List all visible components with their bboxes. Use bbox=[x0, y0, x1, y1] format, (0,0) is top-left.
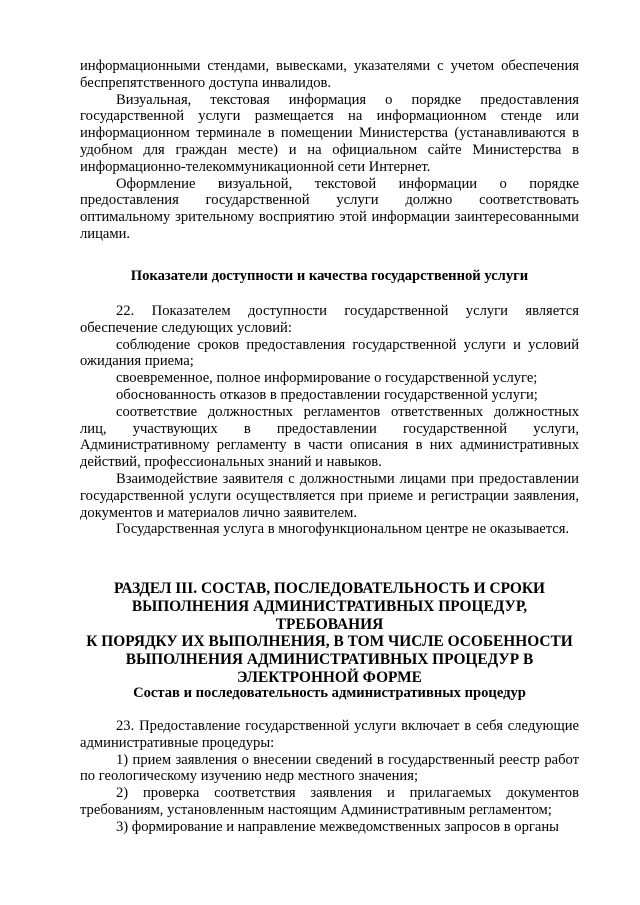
list-item: соответствие должностных регламентов ответственных должностных лиц, участвующих в предоставлении государственной услуги, Административному регламенту в части описания в них административных действий, профессиональных знаний и навыков. bbox=[80, 403, 579, 471]
section-3-title bbox=[80, 580, 579, 687]
paragraph-interaction: Взаимодействие заявителя с должностными лицами при предоставлении государственной услуги осуществляется при приеме и регистрации заявления, документов и материалов лично заявителем. bbox=[80, 470, 579, 521]
list-item: 3) формирование и направление межведомственных запросов в органы bbox=[116, 818, 559, 835]
section-heading-indicators: Показатели доступности и качества государственной услуги bbox=[130, 268, 529, 284]
list-item: соблюдение сроков предоставления государственной услуги и условий ожидания приема; bbox=[80, 336, 579, 370]
section-title-line: ВЫПОЛНЕНИЯ АДМИНИСТРАТИВНЫХ ПРОЦЕДУР, ТРЕБОВАНИЯ bbox=[131, 597, 528, 633]
section-title-line: ВЫПОЛНЕНИЯ АДМИНИСТРАТИВНЫХ ПРОЦЕДУР В bbox=[125, 651, 534, 669]
subsection-procedures bbox=[80, 685, 579, 702]
subsection-heading: Состав и последовательность административных процедур bbox=[133, 685, 526, 701]
list-item: обоснованность отказов в предоставлении государственной услуги; bbox=[116, 386, 538, 403]
list-item: своевременное, полное информирование о государственной услуге; bbox=[116, 370, 538, 387]
paragraph-visual-info: Визуальная, текстовая информация о порядке предоставления государственной услуги размещается на информационном стенде или информационном терминале в помещении Министерства (устанавливаются в удобном для граждан месте) и на официальном сайте Министерства в информационно-телекоммуникационной сети Интернет. bbox=[80, 91, 579, 175]
list-item: 2) проверка соответствия заявления и прилагаемых документов требованиям, установленным настоящим Административным регламентом; bbox=[80, 785, 579, 818]
paragraph-info-design: Оформление визуальной, текстовой информации о порядке предоставления государственной услуги должно соответствовать оптимальному зрительному восприятию этой информации заинтересованными лицами. bbox=[80, 175, 579, 242]
body-block-1 bbox=[80, 58, 579, 243]
list-item: 1) прием заявления о внесении сведений в государственный реестр работ по геологическому изучению недр местного значения; bbox=[80, 751, 579, 785]
body-block-2 bbox=[80, 303, 579, 538]
paragraph-continuation: информационными стендами, вывесками, указателями с учетом обеспечения беспрепятственного доступа инвалидов. bbox=[80, 58, 579, 91]
paragraph-22: 22. Показателем доступности государственной услуги является обеспечение следующих условий: bbox=[80, 303, 579, 336]
body-block-3 bbox=[80, 718, 579, 836]
section-title-line: ЭЛЕКТРОННОЙ ФОРМЕ bbox=[237, 668, 422, 686]
paragraph-mfc: Государственная услуга в многофункциональном центре не оказывается. bbox=[116, 521, 570, 538]
section-indicators bbox=[80, 268, 579, 285]
section-title bbox=[80, 580, 579, 687]
section-title-line: К ПОРЯДКУ ИХ ВЫПОЛНЕНИЯ, В ТОМ ЧИСЛЕ ОСОБЕННОСТИ bbox=[86, 633, 573, 651]
section-title-line: РАЗДЕЛ III. СОСТАВ, ПОСЛЕДОВАТЕЛЬНОСТЬ И СРОКИ bbox=[113, 580, 545, 597]
paragraph-23: 23. Предоставление государственной услуги включает в себя следующие административные процедуры: bbox=[80, 718, 579, 751]
